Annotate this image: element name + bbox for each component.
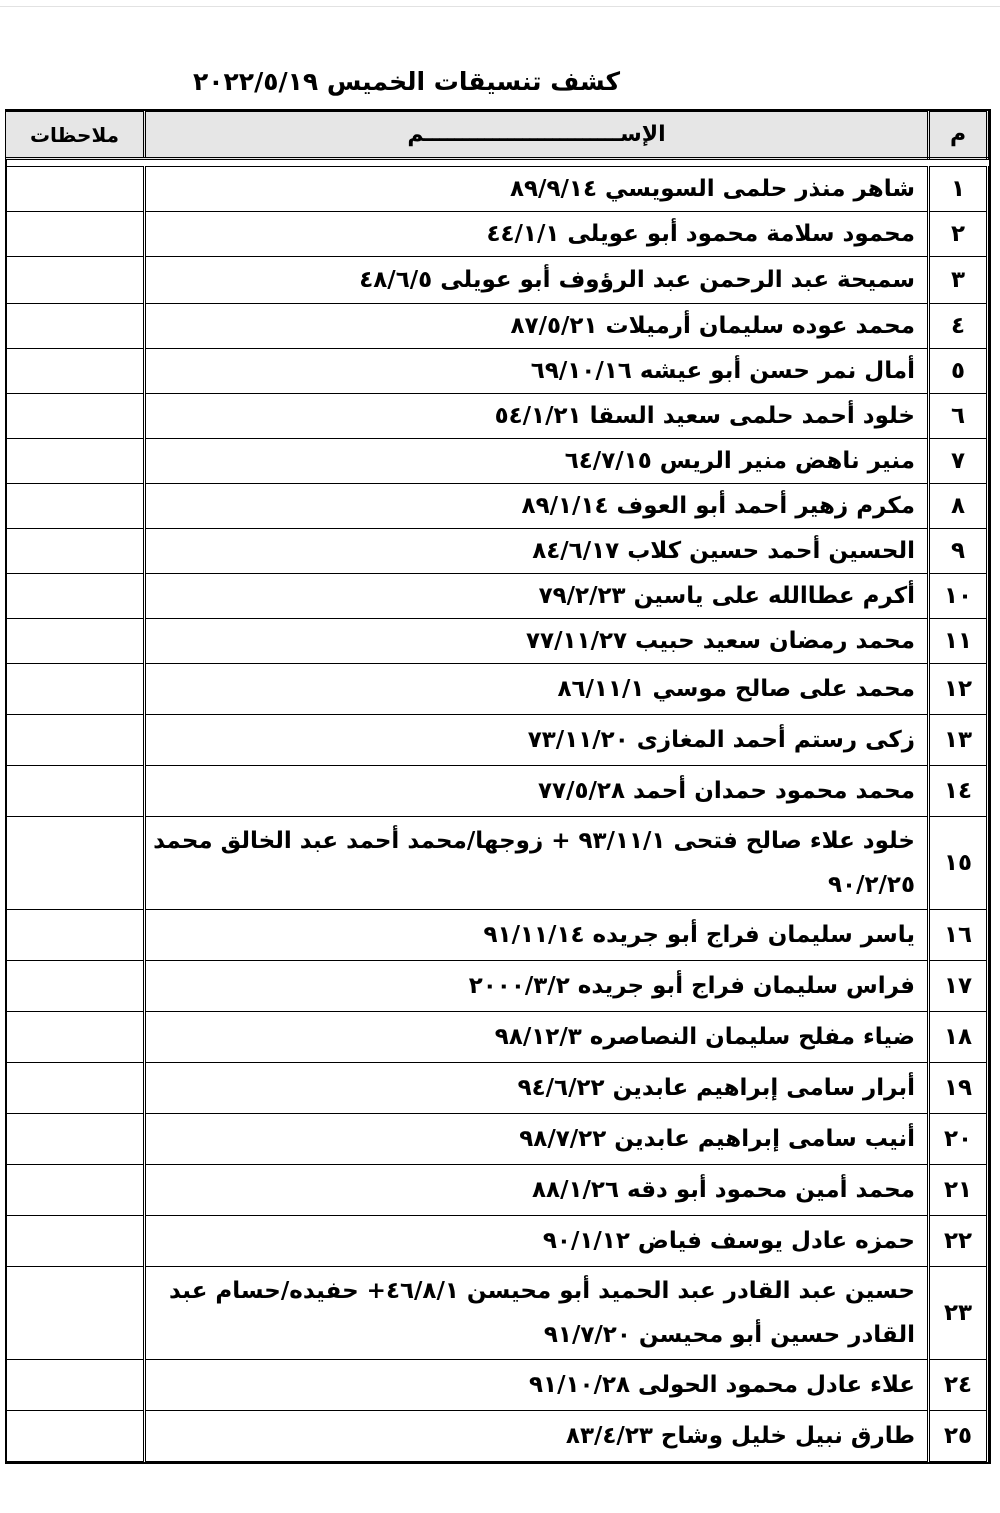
row-notes xyxy=(6,961,145,1012)
table-row xyxy=(6,394,988,439)
table-row xyxy=(6,1012,988,1063)
row-number: ١٢ xyxy=(929,664,988,715)
row-number: ١ xyxy=(929,167,988,212)
row-name: محمد عوده سليمان أرميلات ٨٧/٥/٢١ xyxy=(145,304,929,349)
row-notes xyxy=(6,349,145,394)
table-row xyxy=(6,439,988,484)
row-name: محمد رمضان سعيد حبيب ٧٧/١١/٢٧ xyxy=(145,619,929,664)
row-number: ٤ xyxy=(929,304,988,349)
table-row xyxy=(6,529,988,574)
row-name: الحسين أحمد حسين كلاب ٨٤/٦/١٧ xyxy=(145,529,929,574)
table-row xyxy=(6,1063,988,1114)
table-row xyxy=(6,574,988,619)
row-number: ٦ xyxy=(929,394,988,439)
row-name: حسين عبد القادر عبد الحميد أبو محيسن ٤٦/٨/١+ حفيده/حسام عبد القادر حسين أبو محيسن ٩١/٧/٢٠ xyxy=(145,1267,929,1360)
row-name: محمد محمود حمدان أحمد ٧٧/٥/٢٨ xyxy=(145,766,929,817)
row-notes xyxy=(6,910,145,961)
row-number: ٩ xyxy=(929,529,988,574)
table-row xyxy=(6,961,988,1012)
row-notes xyxy=(6,1411,145,1462)
table-row xyxy=(6,167,988,212)
row-notes xyxy=(6,574,145,619)
table-row xyxy=(6,619,988,664)
row-name: أنيب سامى إبراهيم عابدين ٩٨/٧/٢٢ xyxy=(145,1114,929,1165)
row-name: مكرم زهير أحمد أبو العوف ٨٩/١/١٤ xyxy=(145,484,929,529)
row-name: أمال نمر حسن أبو عيشه ٦٩/١٠/١٦ xyxy=(145,349,929,394)
row-name: محمد أمين محمود أبو دقه ٨٨/١/٢٦ xyxy=(145,1165,929,1216)
row-number: ٢١ xyxy=(929,1165,988,1216)
table-row xyxy=(6,257,988,304)
row-notes xyxy=(6,664,145,715)
row-number: ١٧ xyxy=(929,961,988,1012)
row-notes xyxy=(6,1360,145,1411)
row-notes xyxy=(6,304,145,349)
header-notes: ملاحظات xyxy=(6,112,145,159)
table-header-row xyxy=(6,112,988,159)
row-name: زكى رستم أحمد المغازى ٧٣/١١/٢٠ xyxy=(145,715,929,766)
row-number: ١٨ xyxy=(929,1012,988,1063)
row-notes xyxy=(6,1165,145,1216)
names-table xyxy=(5,111,989,1462)
coordination-sheet xyxy=(5,109,991,1464)
top-edge-line xyxy=(0,6,1000,7)
page-title: كشف تنسيقات الخميس ٢٠٢٢/٥/١٩ xyxy=(193,67,620,96)
row-notes xyxy=(6,167,145,212)
row-number: ١١ xyxy=(929,619,988,664)
row-name: فراس سليمان فراج أبو جريده ٢٠٠٠/٣/٢ xyxy=(145,961,929,1012)
table-row xyxy=(6,304,988,349)
row-number: ٢٢ xyxy=(929,1216,988,1267)
row-notes xyxy=(6,394,145,439)
row-name: شاهر منذر حلمى السويسي ٨٩/٩/١٤ xyxy=(145,167,929,212)
row-number: ٢٥ xyxy=(929,1411,988,1462)
table-row xyxy=(6,212,988,257)
table-row xyxy=(6,664,988,715)
row-name: خلود علاء صالح فتحى ٩٣/١١/١ + زوجها/محمد أحمد عبد الخالق محمد ٩٠/٢/٢٥ xyxy=(145,817,929,910)
row-number: ١٦ xyxy=(929,910,988,961)
row-notes xyxy=(6,257,145,304)
row-name: طارق نبيل خليل وشاح ٨٣/٤/٢٣ xyxy=(145,1411,929,1462)
row-name: خلود أحمد حلمى سعيد السقا ٥٤/١/٢١ xyxy=(145,394,929,439)
table-row xyxy=(6,1165,988,1216)
row-name: محمود سلامة محمود أبو عويلى ٤٤/١/١ xyxy=(145,212,929,257)
row-name: أبرار سامى إبراهيم عابدين ٩٤/٦/٢٢ xyxy=(145,1063,929,1114)
table-row xyxy=(6,910,988,961)
row-notes xyxy=(6,715,145,766)
row-name: حمزه عادل يوسف فياض ٩٠/١/١٢ xyxy=(145,1216,929,1267)
header-name: الإســــــــــــــــــــــــــم xyxy=(145,112,929,159)
table-row xyxy=(6,1216,988,1267)
table-row xyxy=(6,715,988,766)
table-row xyxy=(6,766,988,817)
row-notes xyxy=(6,484,145,529)
row-number: ١٤ xyxy=(929,766,988,817)
row-notes xyxy=(6,1216,145,1267)
row-name: ضياء مفلح سليمان النصاصره ٩٨/١٢/٣ xyxy=(145,1012,929,1063)
row-name: أكرم عطاالله على ياسين ٧٩/٢/٢٣ xyxy=(145,574,929,619)
row-name: سميحة عبد الرحمن عبد الرؤوف أبو عويلى ٤٨/٦/٥ xyxy=(145,257,929,304)
row-name: ياسر سليمان فراج أبو جريده ٩١/١١/١٤ xyxy=(145,910,929,961)
row-notes xyxy=(6,619,145,664)
table-row xyxy=(6,1411,988,1462)
row-notes xyxy=(6,439,145,484)
row-number: ٨ xyxy=(929,484,988,529)
row-notes xyxy=(6,1012,145,1063)
table-row xyxy=(6,817,988,910)
row-name: محمد على صالح موسي ٨٦/١١/١ xyxy=(145,664,929,715)
row-notes xyxy=(6,1114,145,1165)
row-notes xyxy=(6,212,145,257)
row-notes xyxy=(6,529,145,574)
table-row xyxy=(6,1360,988,1411)
row-number: ١٥ xyxy=(929,817,988,910)
row-notes xyxy=(6,1063,145,1114)
row-number: ٢٤ xyxy=(929,1360,988,1411)
row-number: ٣ xyxy=(929,257,988,304)
row-number: ٧ xyxy=(929,439,988,484)
row-number: ٢٠ xyxy=(929,1114,988,1165)
table-row xyxy=(6,484,988,529)
row-number: ٢٣ xyxy=(929,1267,988,1360)
row-name: منير ناهض منير الريس ٦٤/٧/١٥ xyxy=(145,439,929,484)
row-number: ١٩ xyxy=(929,1063,988,1114)
row-notes xyxy=(6,1267,145,1360)
row-number: ١٣ xyxy=(929,715,988,766)
table-row xyxy=(6,349,988,394)
table-row xyxy=(6,1114,988,1165)
table-row xyxy=(6,1267,988,1360)
row-number: ٥ xyxy=(929,349,988,394)
header-spacer xyxy=(6,159,988,167)
row-number: ٢ xyxy=(929,212,988,257)
row-notes xyxy=(6,817,145,910)
header-number: م xyxy=(929,112,988,159)
row-notes xyxy=(6,766,145,817)
row-name: علاء عادل محمود الحولى ٩١/١٠/٢٨ xyxy=(145,1360,929,1411)
row-number: ١٠ xyxy=(929,574,988,619)
